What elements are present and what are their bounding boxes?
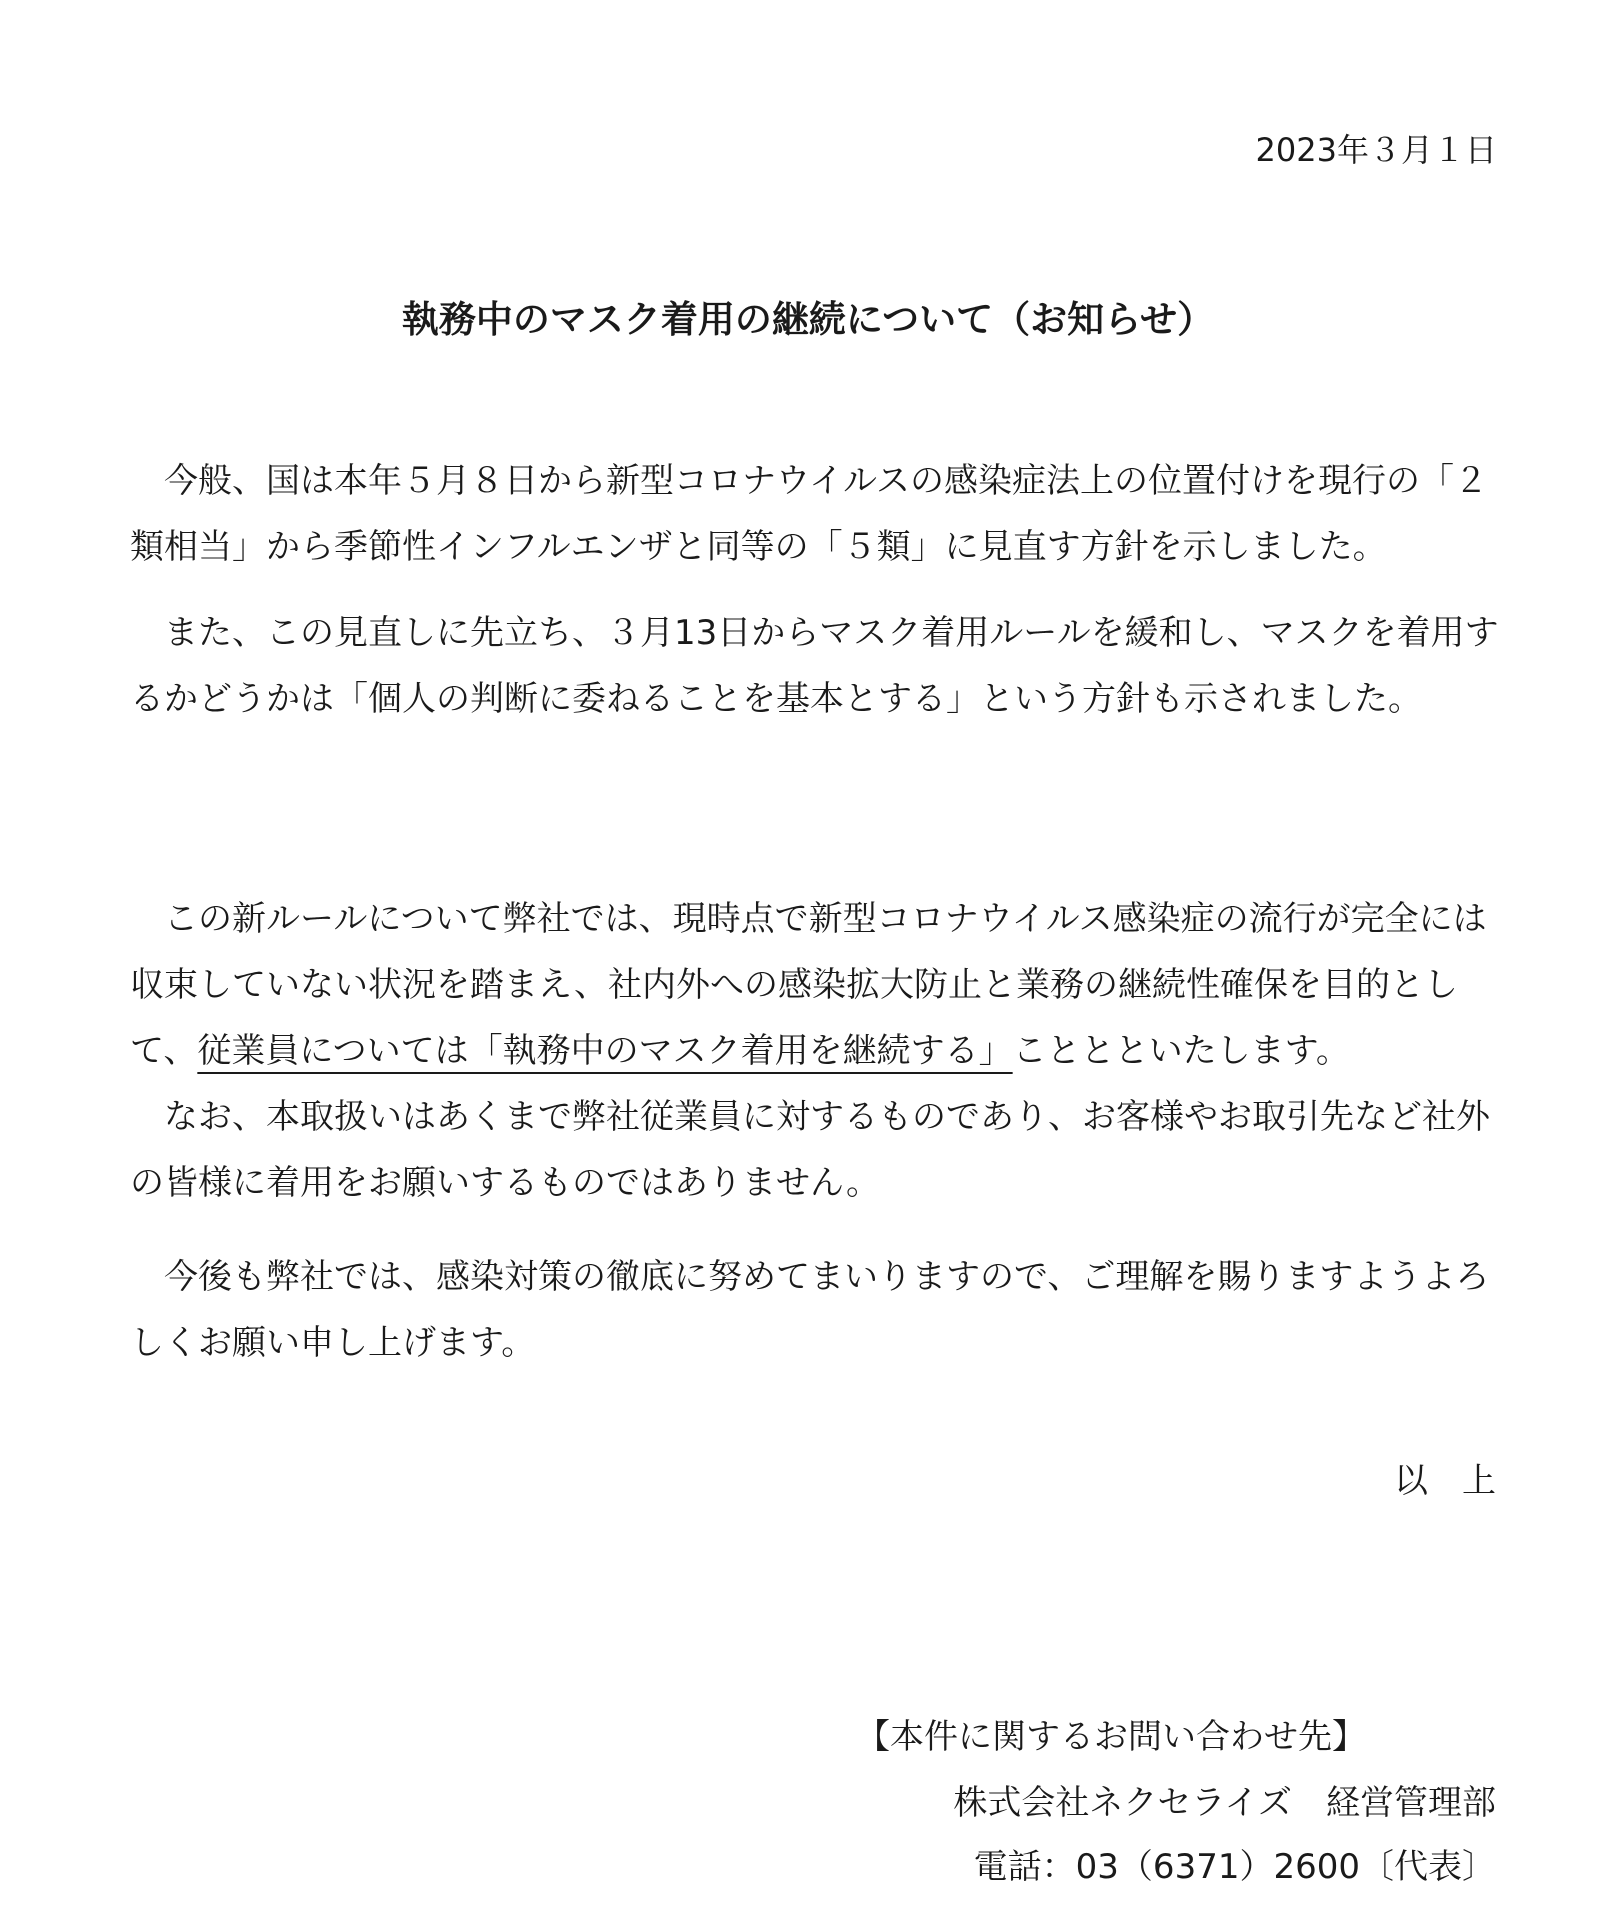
body-section-2 (130, 886, 1500, 1376)
body-section-1 (130, 448, 1500, 732)
paragraph-5: 今後も弊社では、感染対策の徹底に努めてまいりますので、ご理解を賜りますようよろしくお願い申し上げます。 (130, 1257, 1490, 1363)
paragraph-3 (130, 886, 1500, 1084)
contact-organization: 株式会社ネクセライズ 経営管理部 (953, 1783, 1496, 1823)
paragraph-2: また、この見直しに先立ち、３月13日からマスク着用ルールを緩和し、マスクを着用するかどうかは「個人の判断に委ねることを基本とする」という方針も示されました。 (130, 613, 1499, 719)
contact-phone: 電話：03（6371）2600〔代表〕 (973, 1847, 1496, 1887)
document-date: 2023年３月１日 (1255, 131, 1497, 169)
paragraph-4: なお、本取扱いはあくまで弊社従業員に対するものであり、お客様やお取引先など社外の皆様に着用をお願いするものではありません。 (130, 1097, 1490, 1203)
closing-mark: 以 上 (1394, 1461, 1496, 1501)
paragraph-3-text-end: こととといたします。 (1012, 1031, 1350, 1071)
paragraph-3-text: この新ルールについて弊社では、現時点で新型コロナウイルス感染症の流行が完全には収束していない状況を踏まえ、社内外への感染拡大防止と業務の継続性確保を目的として、 (130, 899, 1487, 1071)
document-title: 執務中のマスク着用の継続について（お知らせ） (401, 298, 1215, 341)
paragraph-3-underlined-text: 従業員については「執務中のマスク着用を継続する」 (197, 1031, 1013, 1071)
contact-heading: 【本件に関するお問い合わせ先】 (856, 1717, 1366, 1757)
paragraph-1: 今般、国は本年５月８日から新型コロナウイルスの感染症法上の位置付けを現行の「２類相当」から季節性インフルエンザと同等の「５類」に見直す方針を示しました。 (130, 461, 1488, 567)
